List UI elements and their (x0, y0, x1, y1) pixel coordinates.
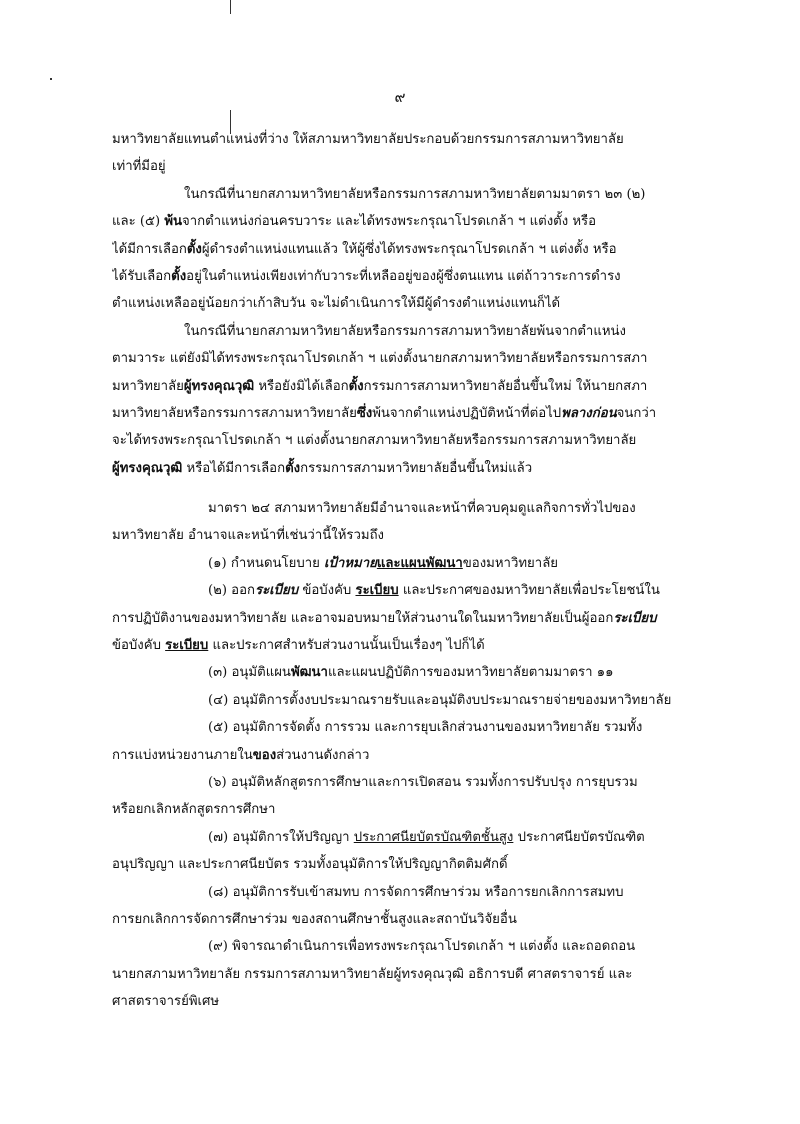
text-segment: ผู้ทรงคุณวุฒิ (183, 378, 255, 394)
text-segment: ตำแหน่งเหลืออยู่น้อยกว่าเก้าสิบวัน จะไม่ดำเนินการให้มีผู้ดำรงตำแหน่งแทนก็ได้ (112, 296, 561, 312)
text-segment: ตั้ง (186, 241, 202, 257)
text-segment: พ้น (164, 214, 183, 230)
text-line (112, 495, 692, 522)
text-line (112, 769, 692, 796)
text-segment: กรรมการสภามหาวิทยาลัยอื่นขึ้นใหม่แล้ว (300, 460, 533, 476)
text-segment: การแบ่งหน่วยงานภายใน (112, 747, 253, 763)
scan-dot (50, 78, 52, 80)
text-line (112, 208, 692, 235)
text-segment: ตั้ง (285, 460, 301, 476)
text-line (112, 153, 692, 180)
text-segment: หรือยังมิได้เลือก (254, 378, 349, 394)
text-segment: เท่าที่มีอยู่ (112, 159, 166, 175)
text-segment: (๘) อนุมัติการรับเข้าสมทบ การจัดการศึกษาร่วม หรือการยกเลิกการสมทบ (208, 884, 624, 900)
text-segment: และแผนปฏิบัติการของมหาวิทยาลัยตามมาตรา ๑๑ (327, 665, 614, 681)
text-segment: มหาวิทยาลัยแทนตำแหน่งที่ว่าง ให้สภามหาวิทยาลัยประกอบด้วยกรรมการสภามหาวิทยาลัย (112, 132, 624, 147)
text-segment: ตั้ง (348, 378, 364, 394)
text-segment: (๖) อนุมัติหลักสูตรการศึกษาและการเปิดสอน รวมทั้งการปรับปรุง การยุบรวม (208, 774, 638, 790)
text-segment: ประกาศนียบัตรบัณฑิต (513, 829, 645, 845)
text-line (112, 687, 692, 714)
text-segment: ประกาศนียบัตรบัณฑิตชั้นสูง (353, 829, 514, 845)
text-segment: ซึ่ง (356, 405, 373, 421)
text-line (112, 236, 692, 263)
text-segment: เป้าหมาย (324, 555, 377, 571)
text-segment: ระเบียบ (613, 610, 657, 626)
text-segment: และประกาศของมหาวิทยาลัยเพื่อประโยชน์ใน (398, 583, 660, 599)
text-segment: อยู่ในตำแหน่งเพียงเท่ากับวาระที่เหลืออยู่ของผู้ซึ่งตนแทน แต่ถ้าวาระการดำรง (186, 268, 621, 284)
scan-mark-top (230, 0, 231, 14)
text-segment: จนกว่า (616, 405, 657, 421)
text-segment: ระเบียบ (255, 583, 299, 599)
text-line (112, 879, 692, 906)
text-segment: จะได้ทรงพระกรุณาโปรดเกล้า ฯ แต่งตั้งนายกสภามหาวิทยาลัยหรือกรรมการสภามหาวิทยาลัย (112, 433, 637, 449)
text-segment: (๗) อนุมัติการให้ปริญญา (208, 829, 354, 845)
text-segment: ตั้ง (171, 268, 187, 284)
text-segment: (๔) อนุมัติการตั้งงบประมาณรายรับและอนุมัติงบประมาณรายจ่ายของมหาวิทยาลัย (208, 692, 672, 708)
text-segment: กรรมการสภามหาวิทยาลัยอื่นขึ้นใหม่ ให้นายกสภา (363, 378, 648, 394)
text-segment: ข้อบังคับ (298, 583, 356, 599)
text-segment: พัฒนา (290, 665, 328, 681)
text-segment: การปฏิบัติงานของมหาวิทยาลัย และอาจมอบหมายให้ส่วนงานใดในมหาวิทยาลัยเป็นผู้ออก (112, 610, 614, 626)
text-line (112, 373, 692, 400)
text-segment: ระเบียบ (165, 638, 209, 654)
text-line (112, 577, 692, 604)
paragraph-gap (112, 482, 692, 495)
text-segment: มหาวิทยาลัย (112, 378, 184, 394)
text-segment: มหาวิทยาลัย อำนาจและหน้าที่เช่นว่านี้ให้รวมถึง (112, 528, 384, 544)
text-segment: อนุปริญญา และประกาศนียบัตร รวมทั้งอนุมัติการให้ปริญญากิตติมศักดิ์ (112, 857, 508, 873)
text-segment: ของมหาวิทยาลัย (462, 555, 559, 571)
text-segment: พ้นจากตำแหน่งปฏิบัติหน้าที่ต่อไป (372, 405, 562, 421)
text-segment: ผู้ดำรงตำแหน่งแทนแล้ว ให้ผู้ซึ่งได้ทรงพระกรุณาโปรดเกล้า ฯ แต่งตั้ง หรือ (201, 241, 617, 257)
text-line (112, 632, 692, 659)
text-line (112, 796, 692, 823)
text-line (112, 824, 692, 851)
text-segment: และประกาศสำหรับส่วนงานนั้นเป็นเรื่องๆ ไปก็ได้ (208, 638, 485, 654)
text-segment: และ (๕) (112, 214, 165, 230)
text-segment: ในกรณีที่นายกสภามหาวิทยาลัยหรือกรรมการสภามหาวิทยาลัยพ้นจากตำแหน่ง (184, 323, 626, 339)
text-segment: นายกสภามหาวิทยาลัย กรรมการสภามหาวิทยาลัยผู้ทรงคุณวุฒิ อธิการบดี ศาสตราจารย์ และ (112, 966, 633, 982)
text-segment: จากตำแหน่งก่อนครบวาระ และได้ทรงพระกรุณาโปรดเกล้า ฯ แต่งตั้ง หรือ (182, 214, 597, 230)
text-line (112, 933, 692, 960)
text-segment: ได้มีการเลือก (112, 241, 187, 257)
text-line (112, 290, 692, 317)
text-segment: หรือได้มีการเลือก (182, 460, 286, 476)
text-segment: (๕) อนุมัติการจัดตั้ง การรวม และการยุบเลิกส่วนงานของมหาวิทยาลัย รวมทั้ง (208, 720, 643, 736)
page-number: ๙ (394, 88, 406, 106)
text-line (112, 659, 692, 686)
text-line (112, 906, 692, 933)
text-segment: มาตรา ๒๔ สภามหาวิทยาลัยมีอำนาจและหน้าที่ควบคุมดูแลกิจการทั่วไปของ (208, 501, 636, 517)
text-segment: ในกรณีที่นายกสภามหาวิทยาลัยหรือกรรมการสภามหาวิทยาลัยตามมาตรา ๒๓ (๒) (184, 186, 646, 202)
text-line (112, 427, 692, 454)
text-line (112, 345, 692, 372)
text-line (112, 181, 692, 208)
text-line (112, 318, 692, 345)
text-segment: ของ (252, 747, 277, 763)
text-segment: พลางก่อน (561, 405, 617, 421)
text-segment: มหาวิทยาลัยหรือกรรมการสภามหาวิทยาลัย (112, 405, 357, 421)
text-line (112, 742, 692, 769)
text-segment: (๑) กำหนดนโยบาย (208, 555, 325, 571)
text-segment: (๙) พิจารณาดำเนินการเพื่อทรงพระกรุณาโปรดเกล้า ฯ แต่งตั้ง และถอดถอน (208, 939, 636, 955)
text-segment: การยกเลิกการจัดการศึกษาร่วม ของสถานศึกษาชั้นสูงและสถาบันวิจัยอื่น (112, 911, 517, 927)
text-line (112, 550, 692, 577)
text-line (112, 605, 692, 632)
document-body (112, 126, 692, 1016)
text-segment: ตามวาระ แต่ยังมิได้ทรงพระกรุณาโปรดเกล้า ฯ แต่งตั้งนายกสภามหาวิทยาลัยหรือกรรมการสภา (112, 351, 648, 367)
text-segment: ส่วนงานดังกล่าว (276, 747, 370, 763)
text-line (112, 851, 692, 878)
text-segment: ระเบียบ (355, 583, 399, 599)
text-segment: ศาสตราจารย์พิเศษ (112, 994, 220, 1010)
text-line (112, 263, 692, 290)
text-line (112, 455, 692, 482)
text-segment: และแผนพัฒนา (376, 555, 463, 571)
text-line (112, 961, 692, 988)
text-segment: (๒) ออก (208, 583, 255, 599)
text-segment: ข้อบังคับ (112, 638, 166, 654)
text-line (112, 522, 692, 549)
text-line (112, 714, 692, 741)
text-line (112, 126, 692, 153)
text-line (112, 988, 692, 1015)
text-segment: (๓) อนุมัติแผน (208, 665, 291, 681)
text-segment: ได้รับเลือก (112, 268, 172, 284)
text-segment: หรือยกเลิกหลักสูตรการศึกษา (112, 802, 276, 818)
text-segment: ผู้ทรงคุณวุฒิ (112, 460, 183, 476)
text-line (112, 400, 692, 427)
